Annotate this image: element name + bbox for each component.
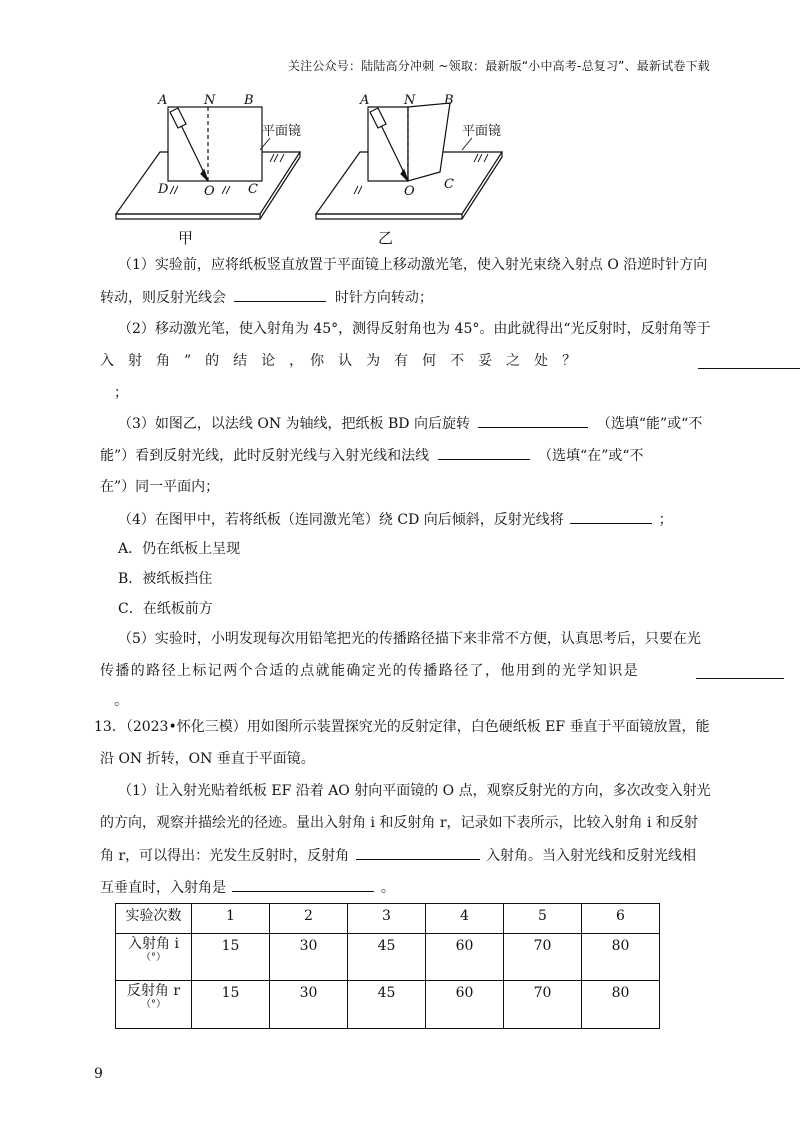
q12-part3-text-a: （3）如图乙，以法线 ON 为轴线，把纸板 BD 向后旋转	[118, 416, 470, 432]
row-label-incident: 入射角 i	[128, 936, 179, 952]
table-cell: 45	[348, 981, 426, 1029]
q12-part3-line1	[118, 413, 702, 434]
answer-blank-optics[interactable]	[696, 664, 784, 679]
left-mirror-label: 平面镜	[262, 124, 302, 139]
right-mirror-edge	[316, 214, 462, 219]
right-mirror-label: 平面镜	[462, 124, 502, 139]
answer-blank-relation[interactable]	[356, 845, 480, 860]
right-mirror-edge-diag	[462, 157, 502, 219]
table-cell: 70	[504, 981, 582, 1029]
answer-blank-rotation[interactable]	[234, 287, 326, 302]
q12-part4-line1	[118, 509, 673, 530]
q12-part4-text-b: ；	[658, 512, 673, 528]
left-mirror-edge	[116, 214, 260, 219]
q12-part1-line2	[100, 287, 433, 308]
q13-part1-line2: 的方向，观察并描绘光的径迹。量出入射角 i 和反射角 r，记录如下表所示，比较入射角 i 和反射	[100, 815, 698, 831]
q12-part1-line1: （1）实验前，应将纸板竖直放置于平面镜上移动激光笔，使入射光束绕入射点 O 沿逆时针方向	[118, 257, 708, 273]
q12-part4-text-a: （4）在图甲中，若将纸板（连同激光笔）绕 CD 向后倾斜，反射光线将	[118, 512, 564, 528]
right-caption: 乙	[378, 229, 394, 247]
answer-blank-can-see[interactable]	[478, 413, 588, 428]
left-caption: 甲	[178, 229, 194, 247]
data-table	[115, 903, 660, 1029]
left-label-N: N	[204, 93, 216, 108]
right-label-B: B	[444, 93, 454, 108]
q12-part5-line3: 。	[114, 693, 128, 709]
q12-part2-line2: 入 射 角 ” 的 结 论 ， 你 认 为 有 何 不 妥 之 处 ？	[100, 353, 577, 369]
table-row-incident	[116, 934, 660, 981]
answer-blank-incident-angle[interactable]	[232, 877, 374, 892]
q13-stem-line1: 13．（2023•怀化三模）用如图所示装置探究光的反射定律，白色硬纸板 EF 垂直于平面镜放置，能	[94, 719, 710, 735]
table-row-reflected	[116, 981, 660, 1029]
right-label-N: N	[404, 93, 416, 108]
q12-part3-line2	[100, 445, 644, 466]
q13-part1-line3	[100, 845, 696, 866]
table-cell: 80	[582, 934, 660, 981]
table-cell: 30	[270, 934, 348, 981]
table-header-label: 实验次数	[116, 904, 192, 934]
table-cell: 15	[192, 934, 270, 981]
table-cell: 15	[192, 981, 270, 1029]
q13-part1-text-a: 角 r，可以得出：光发生反射时，反射角	[100, 848, 350, 864]
right-label-C: C	[444, 177, 454, 192]
experiment-figure	[110, 90, 630, 250]
row-unit-reflected: （°）	[141, 999, 166, 1010]
q12-part2-line3: ；	[114, 385, 128, 401]
q13-stem-line2: 沿 ON 折转，ON 垂直于平面镜。	[100, 751, 315, 767]
table-header-cell: 3	[348, 904, 426, 934]
table-header-cell: 4	[426, 904, 504, 934]
right-label-A: A	[360, 93, 370, 108]
q13-part1-line1: （1）让入射光贴着纸板 EF 沿着 AO 射向平面镜的 O 点，观察反射光的方向，多次改变入射光	[118, 783, 711, 799]
right-label-O: O	[404, 184, 415, 199]
q12-part3-text-b: （选填“能”或“不	[596, 416, 703, 432]
page-number: 9	[94, 1066, 103, 1082]
q13-part1-text-c: 互垂直时，入射角是	[100, 880, 226, 896]
row-label-reflected: 反射角 r	[126, 983, 181, 999]
table-row-label	[116, 981, 192, 1029]
table-header-cell: 2	[270, 904, 348, 934]
table-header-cell: 1	[192, 904, 270, 934]
row-unit-incident: （°）	[141, 952, 166, 963]
table-header-row	[116, 904, 660, 934]
option-a[interactable]: A．仍在纸板上呈现	[118, 541, 241, 557]
table-cell: 80	[582, 981, 660, 1029]
left-label-O: O	[204, 184, 215, 199]
left-label-D: D	[158, 182, 169, 197]
table-cell: 45	[348, 934, 426, 981]
q12-part3-text-c: 能”）看到反射光线，此时反射光线与入射光线和法线	[100, 448, 430, 464]
left-label-C: C	[248, 182, 258, 197]
q13-part1-line4	[100, 877, 395, 898]
figure-svg	[110, 90, 630, 250]
left-mirror-edge-diag	[260, 157, 300, 219]
table-cell: 60	[426, 981, 504, 1029]
q12-part3-line3: 在”）同一平面内；	[100, 479, 220, 495]
q13-part1-text-b: 入射角。当入射光线和反射光线相	[486, 848, 697, 864]
left-label-B: B	[244, 93, 254, 108]
q12-part1-text-b: 时针方向转动；	[334, 290, 433, 306]
data-table-wrap	[115, 903, 659, 1029]
answer-blank-same-plane[interactable]	[438, 445, 530, 460]
right-mirror-leader	[462, 138, 472, 150]
q12-part5-line2: 传播的路径上标记两个合适的点就能确定光的传播路径了，他用到的光学知识是	[100, 663, 639, 679]
table-header-cell: 5	[504, 904, 582, 934]
q12-part5-line1: （5）实验时，小明发现每次用铅笔把光的传播路径描下来非常不方便，认真思考后，只要在光	[118, 631, 701, 647]
right-paper-rotated	[408, 103, 450, 181]
table-row-label	[116, 934, 192, 981]
table-cell: 60	[426, 934, 504, 981]
q12-part2-line1: （2）移动激光笔，使入射角为 45°，测得反射角也为 45°。由此就得出“光反射时，反射角等于	[118, 321, 711, 337]
table-header-cell: 6	[582, 904, 660, 934]
table-cell: 70	[504, 934, 582, 981]
answer-blank-tilt[interactable]	[570, 509, 652, 524]
header-note: 关注公众号：陆陆高分冲刺 ~领取：最新版“小中高考-总复习”、最新试卷下载	[287, 59, 710, 73]
left-label-A: A	[158, 93, 168, 108]
q12-part3-text-d: （选填“在”或“不	[538, 448, 644, 464]
table-cell: 30	[270, 981, 348, 1029]
q13-part1-text-d: 。	[380, 880, 395, 896]
figure-right	[316, 103, 502, 219]
option-c[interactable]: C．在纸板前方	[118, 601, 213, 617]
option-b[interactable]: B．被纸板挡住	[118, 571, 213, 587]
q12-part1-text-a: 转动，则反射光线会	[100, 290, 226, 306]
answer-blank-flaw[interactable]	[698, 354, 800, 369]
